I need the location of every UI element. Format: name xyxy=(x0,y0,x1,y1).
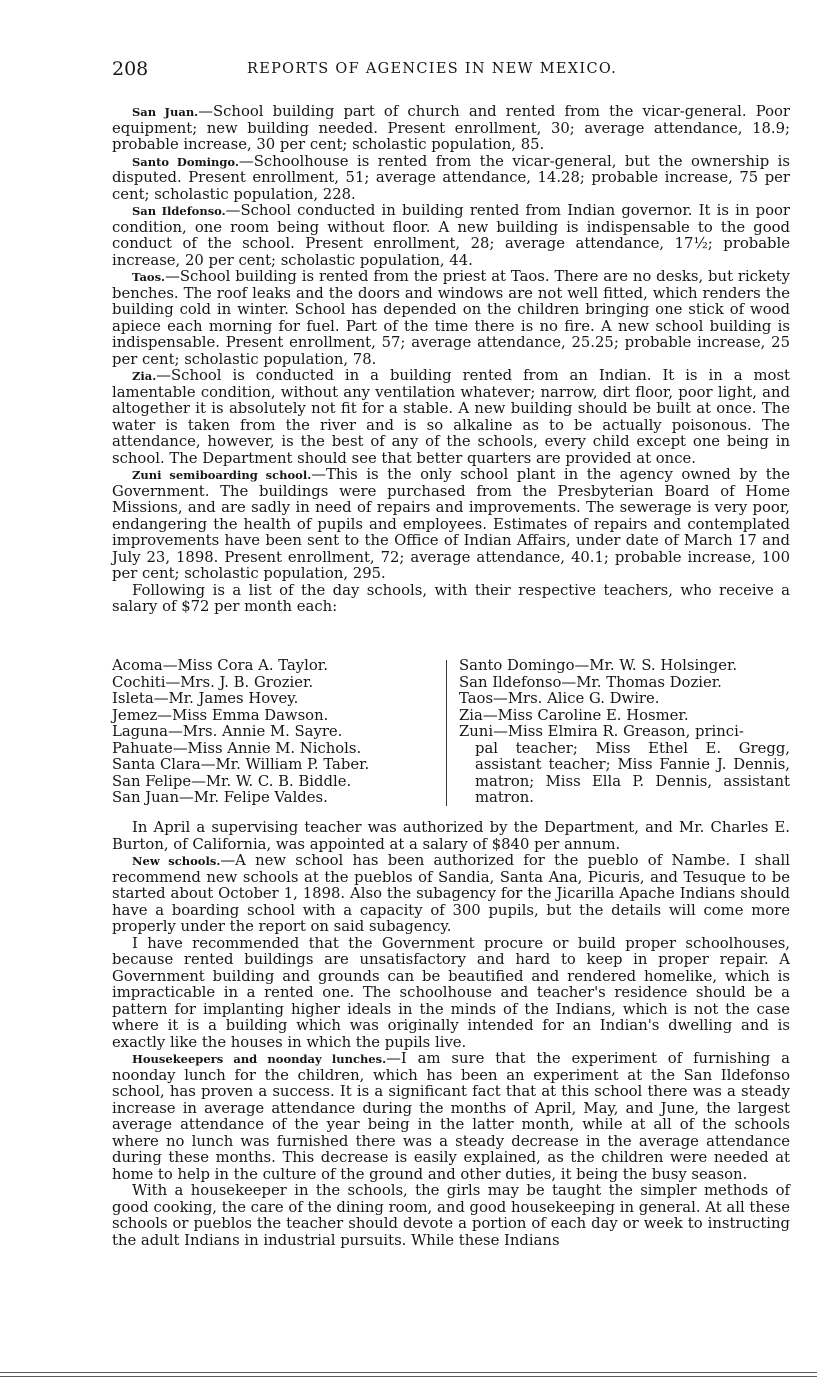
list-item: Cochiti—Mrs. J. B. Grozier. xyxy=(112,673,314,691)
paragraph-housekeeper-schools xyxy=(112,1183,790,1249)
paragraph-text: With a housekeeper in the schools, the girls may be taught the simpler methods of good cooking, the care of the dining room, and good housekeeping in general. At all these schools or pueblos the teacher should devote a portion of each day or week to instructing the adult Indians in industrial pursuits. While these Indians xyxy=(112,1182,790,1249)
paragraph-schoolhouses xyxy=(112,936,790,1052)
sidehead: San Ildefonso. xyxy=(132,204,226,218)
list-item: San Juan—Mr. Felipe Valdes. xyxy=(112,789,328,806)
paragraph-text: —This is the only school plant in the agency owned by the Government. The buildings were purchased from the Presbyterian Board of Home Missions, and are sadly in need of repairs and improvements. The sewerage is very poor, endangering the health of pupils and employees. Estimates of repairs and contemplated improvements have been sent to the Office of Indian Affairs, under date of March 17 and July 23, 1898. Present enrollment, 72; average attendance, 40.1; probable increase, 100 per cent; scholastic population, 295. xyxy=(112,466,790,582)
sidehead: Zuni semiboarding school. xyxy=(132,468,312,482)
paragraph-text: —I am sure that the experiment of furnishing a noonday lunch for the children, which has been an experiment at the San Ildefonso school, has proven a success. It is a significant fact that at this school there was a steady increase in average attendance during the months of April, May, and June, the largest average attendance of the year being in the latter month, while at all of the schools where no lunch was furnished there was a steady decrease in the average attendance during these months. This decrease is easily explained, as the children were needed at home to help in the culture of the ground and other duties, it being the busy season. xyxy=(112,1050,790,1183)
paragraph-text: —School is conducted in a building rented from an Indian. It is in a most lamentable condition, without any ventilation whatever; narrow, dirt floor, poor light, and altogether it is absolutely not fit for a stable. A new building should be built at once. The water is taken from the river and is so alkaline as to be actually poisonous. The attendance, however, is the best of any of the schools, every child except one being in school. The Department should see that better quarters are provided at once. xyxy=(112,367,790,467)
paragraph-zuni xyxy=(112,467,790,583)
list-item: Zia—Miss Caroline E. Hosmer. xyxy=(459,706,689,724)
running-title: REPORTS OF AGENCIES IN NEW MEXICO. xyxy=(247,61,618,77)
paragraph-text: —School building is rented from the priest at Taos. There are no desks, but rickety benches. The roof leaks and the doors and windows are not well fitted, which renders the building cold in winter. School has depended on the children bringing one stick of wood apiece each morning for fuel. Part of the time there is no fire. A new school building is indispensable. Present enrollment, 57; average attendance, 25.25; probable increase, 25 per cent; scholastic population, 78. xyxy=(112,268,790,368)
paragraph-santo-domingo xyxy=(112,154,790,204)
list-item: Jemez—Miss Emma Dawson. xyxy=(112,706,329,724)
page-edge-line xyxy=(0,1376,817,1377)
paragraph-new-schools xyxy=(112,853,790,936)
teacher-list-right xyxy=(459,658,790,807)
page-edge-line xyxy=(0,1372,817,1373)
sidehead: New schools. xyxy=(132,854,221,868)
sidehead: Housekeepers and noonday lunches. xyxy=(132,1052,387,1066)
paragraph-text: —A new school has been authorized for the pueblo of Nambe. I shall recommend new schools at the pueblos of Sandia, Santa Ana, Picuris, and Tesuque to be started about October 1, 1898. Also the subagency for the Jicarilla Apache Indians should have a boarding school with a capacity of 300 pupils, but the details will come more properly under the report on said subagency. xyxy=(112,852,790,935)
list-item: Santo Domingo—Mr. W. S. Holsinger. xyxy=(459,657,738,674)
list-item: Laguna—Mrs. Annie M. Sayre. xyxy=(112,723,343,740)
list-item: San Felipe—Mr. W. C. B. Biddle. xyxy=(112,772,352,790)
body-text-bottom xyxy=(112,820,790,1249)
list-item: Acoma—Miss Cora A. Taylor. xyxy=(112,657,328,674)
paragraph-text: —School conducted in building rented from Indian governor. It is in poor condition, one room being without floor. A new building is indispensable to the good conduct of the school. Present enrollment, 28; average attendance, 17½; probable increase, 20 per cent; scholastic population, 44. xyxy=(112,202,790,269)
page-number: 208 xyxy=(112,58,149,80)
teacher-lists xyxy=(112,658,790,810)
paragraph-supervising-teacher xyxy=(112,820,790,853)
list-item-zuni: Zuni—Miss Elmira R. Greason, princi- xyxy=(459,723,744,740)
page-header xyxy=(112,58,792,86)
sidehead: Santo Domingo. xyxy=(132,154,239,169)
list-item: Santa Clara—Mr. William P. Taber. xyxy=(112,756,370,773)
column-divider xyxy=(446,660,447,806)
sidehead: San Juan. xyxy=(132,105,199,119)
paragraph-san-juan xyxy=(112,104,790,154)
paragraph-zia xyxy=(112,368,790,467)
body-text-top xyxy=(112,104,790,616)
paragraph-housekeepers xyxy=(112,1051,790,1183)
list-item: San Ildefonso—Mr. Thomas Dozier. xyxy=(459,673,722,691)
list-item: Taos—Mrs. Alice G. Dwire. xyxy=(459,690,660,707)
paragraph-san-ildefonso xyxy=(112,203,790,269)
paragraph-list-intro xyxy=(112,583,790,616)
paragraph-text: Following is a list of the day schools, with their respective teachers, who receive a salary of $72 per month each: xyxy=(112,581,790,615)
paragraph-text: —School building part of church and rented from the vicar-general. Poor equipment; new building needed. Present enrollment, 30; average attendance, 18.9; probable increase, 30 per cent; scholastic population, 85. xyxy=(112,103,790,153)
sidehead: Taos. xyxy=(132,270,166,284)
list-item-zuni-continued: pal teacher; Miss Ethel E. Gregg, assistant teacher; Miss Fannie J. Dennis, matron; Miss Ella P. Dennis, assistant matron. xyxy=(475,739,790,806)
list-item: Pahuate—Miss Annie M. Nichols. xyxy=(112,739,362,757)
paragraph-text: In April a supervising teacher was authorized by the Department, and Mr. Charles E. Burton, of California, was appointed at a salary of $840 per annum. xyxy=(112,819,790,853)
paragraph-text: I have recommended that the Government procure or build proper schoolhouses, because rented buildings are unsatisfactory and hard to keep in proper repair. A Government building and grounds can be beautified and rendered homelike, which is impracticable in a rented one. The schoolhouse and teacher's residence should be a pattern for implanting higher ideals in the minds of the Indians, which is not the case where it is a building which was originally intended for an Indian's dwelling and is exactly like the houses in which the pupils live. xyxy=(112,934,790,1051)
teacher-list-left xyxy=(112,658,437,807)
paragraph-taos xyxy=(112,269,790,368)
sidehead: Zia. xyxy=(132,369,157,383)
list-item: Isleta—Mr. James Hovey. xyxy=(112,690,299,707)
paragraph-text: —Schoolhouse is rented from the vicar-general, but the ownership is disputed. Present enrollment, 51; average attendance, 14.28; probable increase, 75 per cent; scholastic population, 228. xyxy=(112,152,790,203)
